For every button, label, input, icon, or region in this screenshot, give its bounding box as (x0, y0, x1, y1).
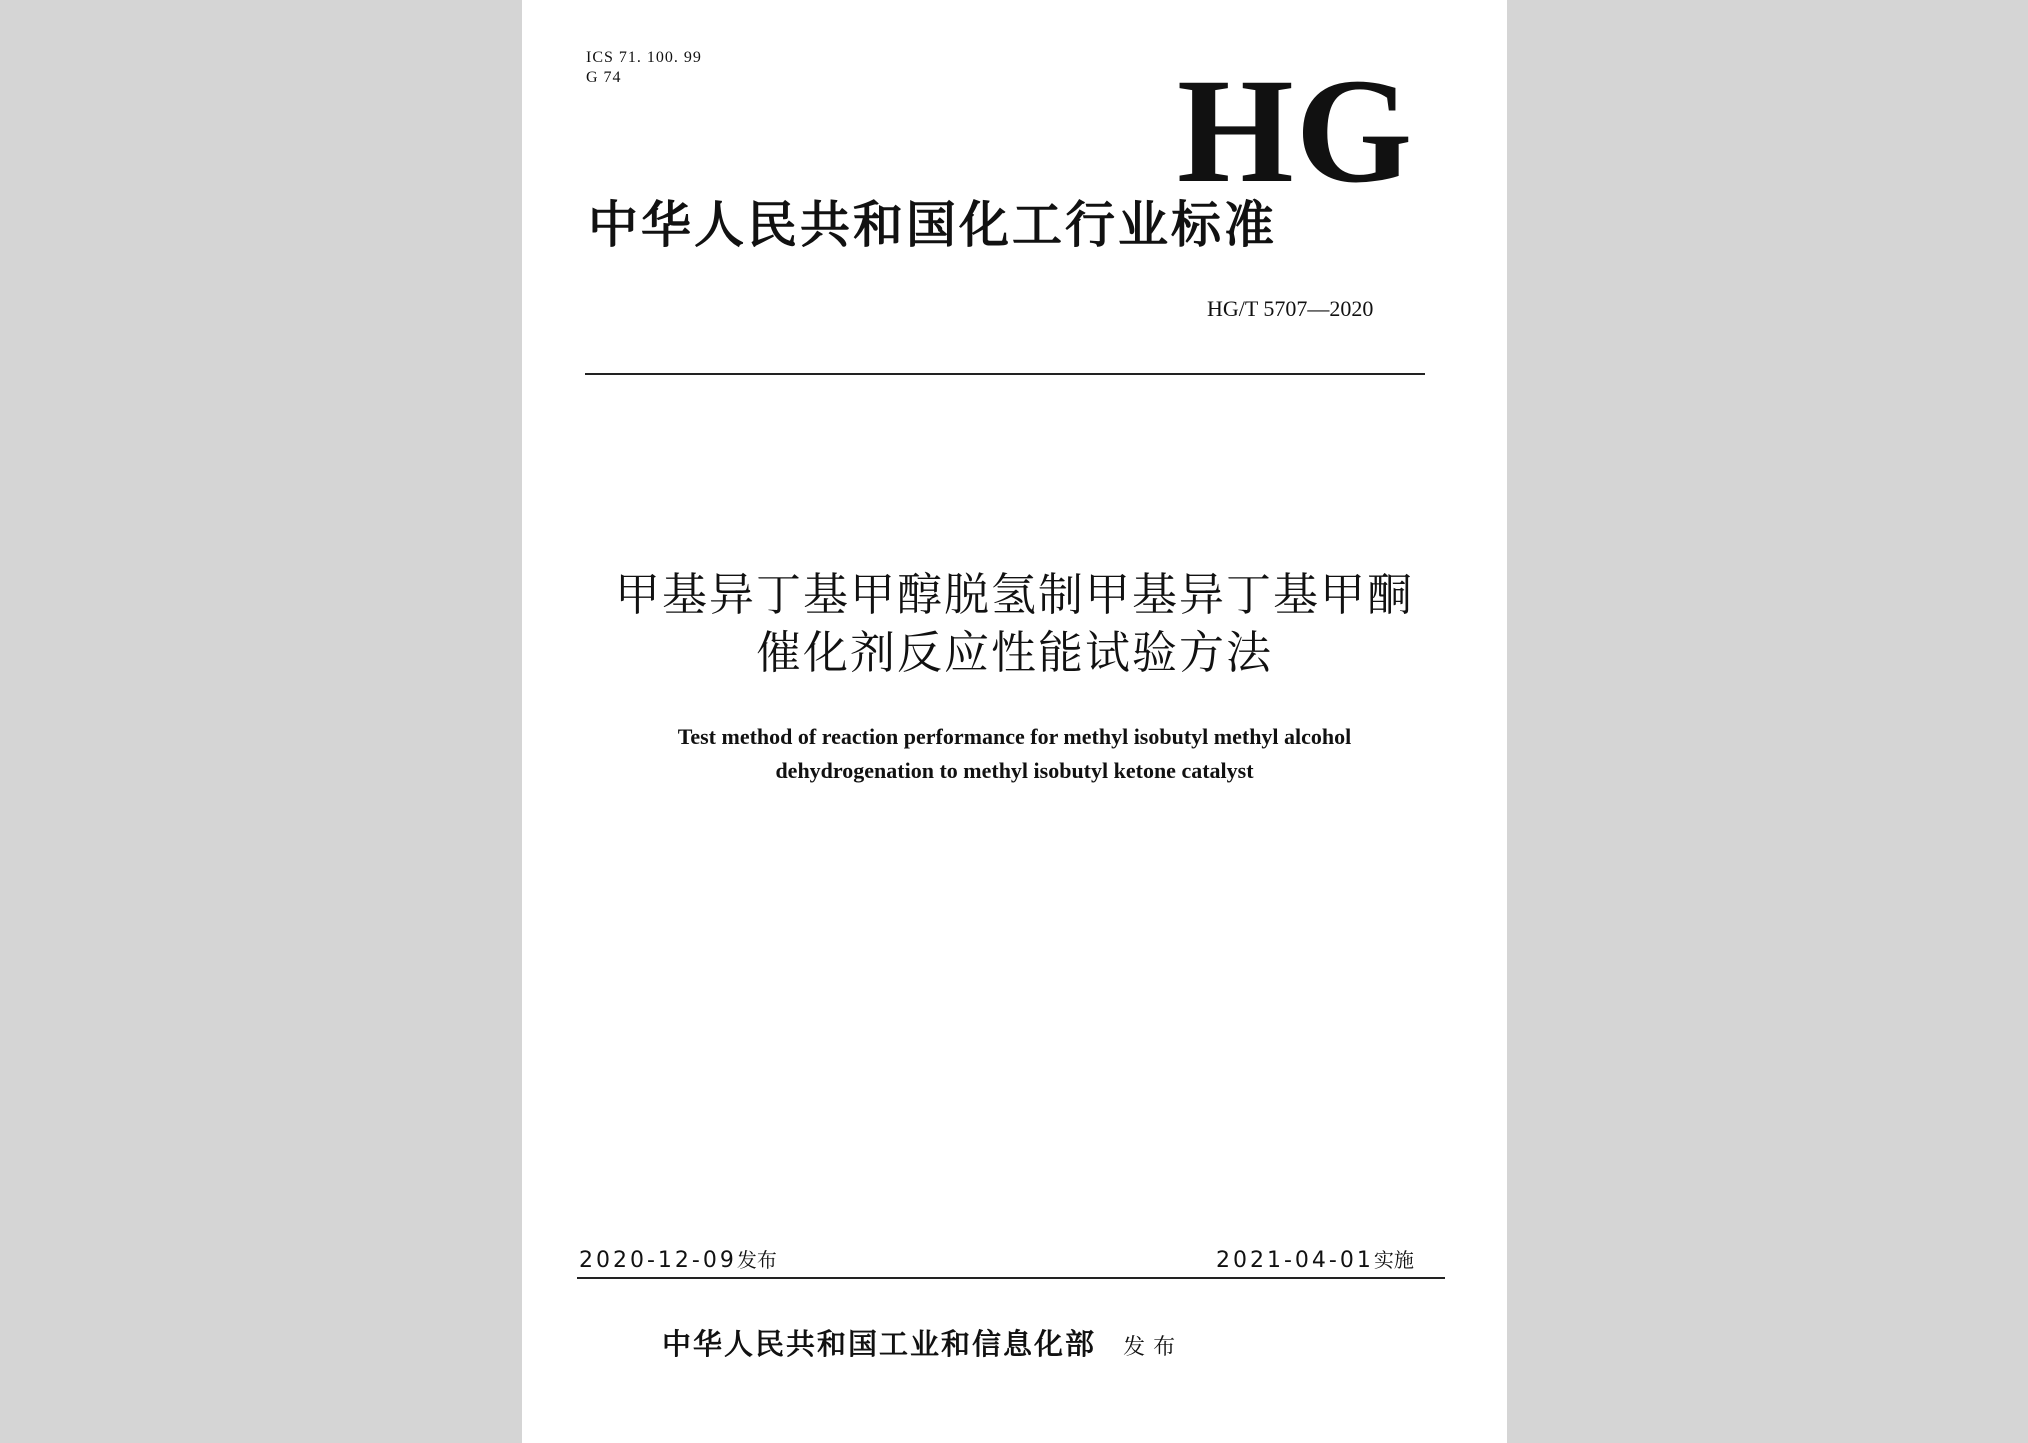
standard-type: 中华人民共和国化工行业标准 (588, 195, 1277, 254)
hg-logo: HG (1177, 48, 1415, 214)
release-label: 发布 (736, 1248, 777, 1272)
implementation-date (1216, 1246, 1414, 1275)
title-cn-block (522, 566, 1507, 682)
title-en-line2: dehydrogenation to methyl isobutyl ketone catalyst (775, 758, 1254, 783)
title-cn-line1: 甲基异丁基甲醇脱氢制甲基异丁基甲酮 (614, 568, 1414, 621)
footer-divider (577, 1277, 1445, 1279)
standard-number: HG/T 5707—2020 (1207, 296, 1374, 321)
title-cn-line2: 催化剂反应性能试验方法 (755, 626, 1273, 679)
implementation-date-value: 2021-04-01 (1216, 1248, 1374, 1273)
release-date (579, 1246, 777, 1275)
issuer-action: 发布 (1123, 1335, 1184, 1360)
ccs-code: G 74 (586, 69, 622, 86)
issuer-name: 中华人民共和国工业和信息化部 (662, 1327, 1097, 1361)
issuer-block (662, 1326, 1183, 1366)
document-page (522, 0, 1507, 1443)
release-date-value: 2020-12-09 (579, 1248, 737, 1273)
title-en-line1: Test method of reaction performance for methyl isobutyl methyl alcohol (677, 724, 1352, 749)
title-en-block (522, 720, 1507, 788)
header-divider (585, 373, 1425, 375)
implementation-label: 实施 (1373, 1248, 1414, 1272)
ics-code: ICS 71. 100. 99 (586, 49, 702, 66)
